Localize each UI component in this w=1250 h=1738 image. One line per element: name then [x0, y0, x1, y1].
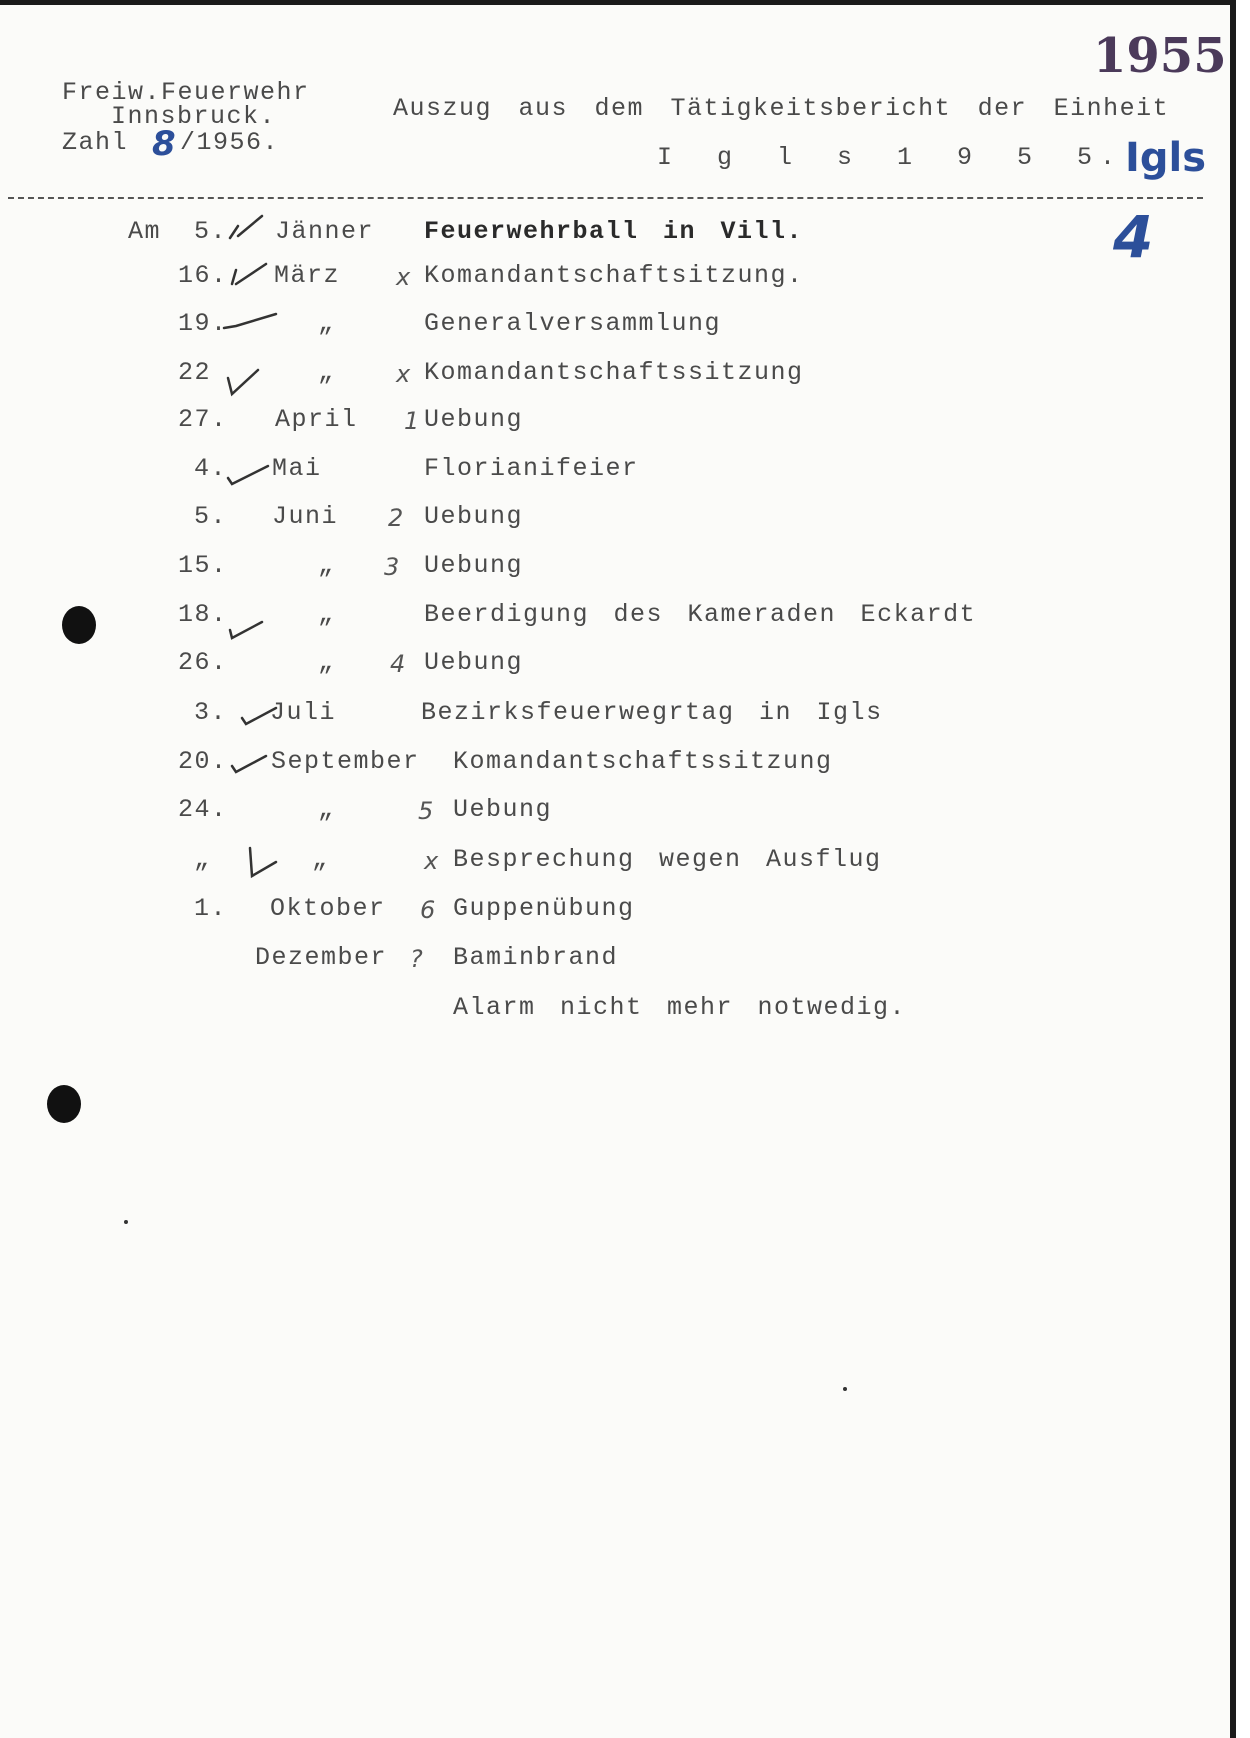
entry-month: Mai	[272, 454, 322, 483]
year-stamp: 1955	[1093, 28, 1227, 84]
entry-month: April	[275, 405, 358, 434]
entry-text: Alarm nicht mehr notwedig.	[453, 993, 907, 1022]
entry-text: Beerdigung des Kameraden Eckardt	[424, 600, 977, 629]
entry-month: Oktober	[270, 894, 386, 923]
check-mark	[224, 314, 276, 328]
entry-month: „	[318, 795, 335, 824]
entry-day: 5.	[194, 217, 228, 246]
entry-day: 5.	[194, 502, 228, 531]
document-title: Auszug aus dem Tätigkeitsbericht der Einheit	[393, 94, 1170, 123]
document-subtitle: I g l s 1 9 5 5.	[657, 143, 1124, 172]
entry-day: „	[194, 845, 211, 874]
entry-pencil-note: x	[396, 360, 411, 388]
entry-month: „	[318, 600, 335, 629]
punch-hole	[62, 606, 96, 644]
check-mark	[228, 370, 258, 394]
check-mark	[232, 756, 266, 772]
entry-text: Bezirksfeuerwegrtag in Igls	[421, 698, 883, 727]
entry-day: 20.	[178, 747, 228, 776]
entry-pencil-note: x	[396, 263, 411, 291]
entry-text: Uebung	[424, 502, 524, 531]
entry-day: 3.	[194, 698, 228, 727]
entry-day: 27.	[178, 405, 228, 434]
entry-month: „	[318, 648, 335, 677]
check-mark	[232, 264, 266, 284]
entry-pencil-note: 5	[418, 797, 434, 825]
zahl-label: Zahl	[62, 128, 129, 157]
handwritten-page-number: 4	[1113, 203, 1154, 271]
punch-hole	[47, 1085, 81, 1123]
entry-day: 19.	[178, 309, 228, 338]
check-mark	[250, 848, 276, 876]
zahl-suffix: /1956.	[180, 128, 280, 157]
entry-text: Komandantschaftssitzung	[424, 358, 804, 387]
org-line-2: Innsbruck.	[111, 102, 277, 131]
entry-month: „	[318, 358, 335, 387]
entry-text: Florianifeier	[424, 454, 639, 483]
entry-month: September	[271, 747, 420, 776]
entry-day: 22	[178, 358, 212, 387]
entry-day: 26.	[178, 648, 228, 677]
entry-day: 4.	[194, 454, 228, 483]
entry-month: „	[318, 551, 335, 580]
entry-pencil-note: 1	[404, 407, 420, 435]
entry-day: 15.	[178, 551, 228, 580]
entry-text: Baminbrand	[453, 943, 619, 972]
entry-day: 1.	[194, 894, 228, 923]
entry-month: „	[312, 845, 329, 874]
entry-text: Uebung	[453, 795, 553, 824]
paper-speck	[843, 1387, 847, 1391]
check-mark	[228, 466, 268, 484]
entry-pencil-note: 2	[388, 504, 404, 532]
paper-speck	[124, 1220, 128, 1224]
entry-month: März	[274, 261, 341, 290]
entry-text: Uebung	[424, 405, 524, 434]
entry-text: Besprechung wegen Ausflug	[453, 845, 882, 874]
intro-word: Am	[128, 217, 162, 246]
entry-pencil-note: 4	[390, 650, 406, 678]
entry-month: „	[318, 309, 335, 338]
check-mark	[230, 216, 262, 238]
entry-text: Uebung	[424, 551, 524, 580]
entry-text: Uebung	[424, 648, 524, 677]
check-mark	[230, 622, 262, 638]
entry-day: 18.	[178, 600, 228, 629]
entry-text: Feuerwehrball in Vill.	[424, 217, 804, 246]
entry-month: Jänner	[275, 217, 375, 246]
entry-pencil-note: 3	[384, 553, 400, 581]
entry-pencil-note: x	[424, 847, 439, 875]
entry-month: Juni	[272, 502, 339, 531]
entry-text: Guppenübung	[453, 894, 635, 923]
entry-text: Generalversammlung	[424, 309, 722, 338]
check-mark	[242, 708, 276, 724]
entry-pencil-note: ?	[410, 945, 423, 973]
org-line-1: Freiw.Feuerwehr	[62, 78, 310, 107]
zahl-handwritten-number: 8	[152, 124, 176, 164]
entry-month: Dezember	[255, 943, 388, 972]
entry-pencil-note: 6	[420, 896, 436, 924]
entry-text: Komandantschaftsitzung.	[424, 261, 804, 290]
place-stamp: Igls	[1125, 135, 1207, 181]
entry-month: Juli	[270, 698, 337, 727]
entry-day: 16.	[178, 261, 228, 290]
entry-day: 24.	[178, 795, 228, 824]
entry-text: Komandantschaftssitzung	[453, 747, 833, 776]
